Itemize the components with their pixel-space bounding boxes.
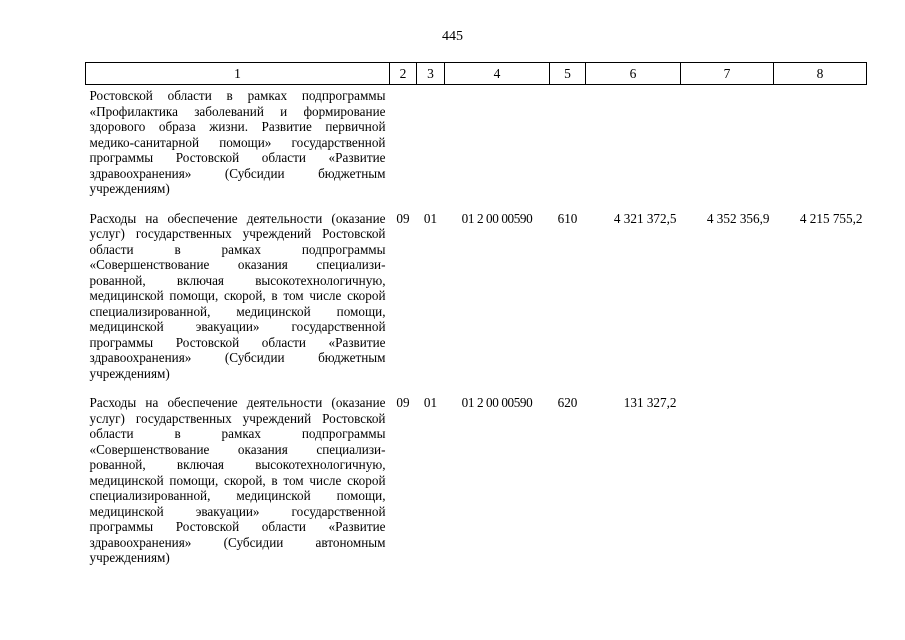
header-col-5: 5 — [550, 63, 586, 85]
header-col-6: 6 — [586, 63, 681, 85]
row-value-2: 4 352 356,9 — [706, 210, 770, 226]
header-row — [86, 63, 867, 85]
header-col-3: 3 — [417, 63, 445, 85]
row-vr: 620 — [557, 395, 578, 410]
row-csr: 01 2 00 00590 — [461, 210, 533, 226]
header-col-1: 1 — [86, 63, 390, 85]
row-csr: 01 2 00 00590 — [461, 395, 533, 410]
table-row — [86, 381, 867, 566]
row-value-2 — [681, 85, 774, 197]
row-pr: 01 — [423, 395, 438, 410]
header-col-2: 2 — [390, 63, 417, 85]
row-description: Расходы на обеспечение деятельности (оказание услуг) государственных учреждений Ростовской области в рамках подпрограммы «Совершенствование оказания специализированной, включая высокотехнологичную, медицинской помощи, скорой, в том числе скорой специализированной, медицинской помощи, медицинской эвакуации» государственной программы Ростовской области «Развитие здравоохранения» (Субсидии бюджетным учреждениям) — [89, 210, 386, 381]
table-row — [86, 197, 867, 382]
row-rz: 09 — [396, 395, 410, 410]
row-value-1 — [586, 85, 681, 197]
row-vr: 610 — [557, 210, 578, 226]
header-col-8: 8 — [774, 63, 867, 85]
header-col-7: 7 — [681, 63, 774, 85]
row-rz — [390, 85, 417, 197]
row-value-1: 131 327,2 — [623, 395, 677, 410]
row-csr — [445, 85, 550, 197]
table-body — [86, 85, 867, 566]
table-row — [86, 85, 867, 197]
row-description: Расходы на обеспечение деятельности (оказание услуг) государственных учреждений Ростовской области в рамках подпрограммы «Совершенствование оказания специализированной, включая высокотехнологичную, медицинской помощи, скорой, в том числе скорой специализированной, медицинской помощи, медицинской эвакуации» государственной программы Ростовской области «Развитие здравоохранения» (Субсидии автономным учреждениям) — [89, 395, 386, 565]
row-value-1: 4 321 372,5 — [613, 210, 677, 226]
row-value-2 — [681, 381, 774, 566]
table-header — [86, 63, 867, 85]
row-vr — [550, 85, 586, 197]
row-value-3: 4 215 755,2 — [799, 210, 863, 226]
row-description: Ростовской области в рамках подпрограммы «Профилактика заболеваний и формирование здорового образа жизни. Развитие первичной медико-санитарной помощи» государственной программы Ростовской области «Развитие здравоохранения» (Субсидии бюджетным учреждениям) — [89, 88, 386, 196]
row-value-3 — [774, 381, 867, 566]
row-pr — [417, 85, 445, 197]
row-pr: 01 — [423, 210, 438, 226]
row-value-3 — [774, 85, 867, 197]
page-number: 445 — [442, 29, 463, 44]
header-col-4: 4 — [445, 63, 550, 85]
row-rz: 09 — [396, 210, 410, 226]
budget-table — [85, 62, 867, 566]
